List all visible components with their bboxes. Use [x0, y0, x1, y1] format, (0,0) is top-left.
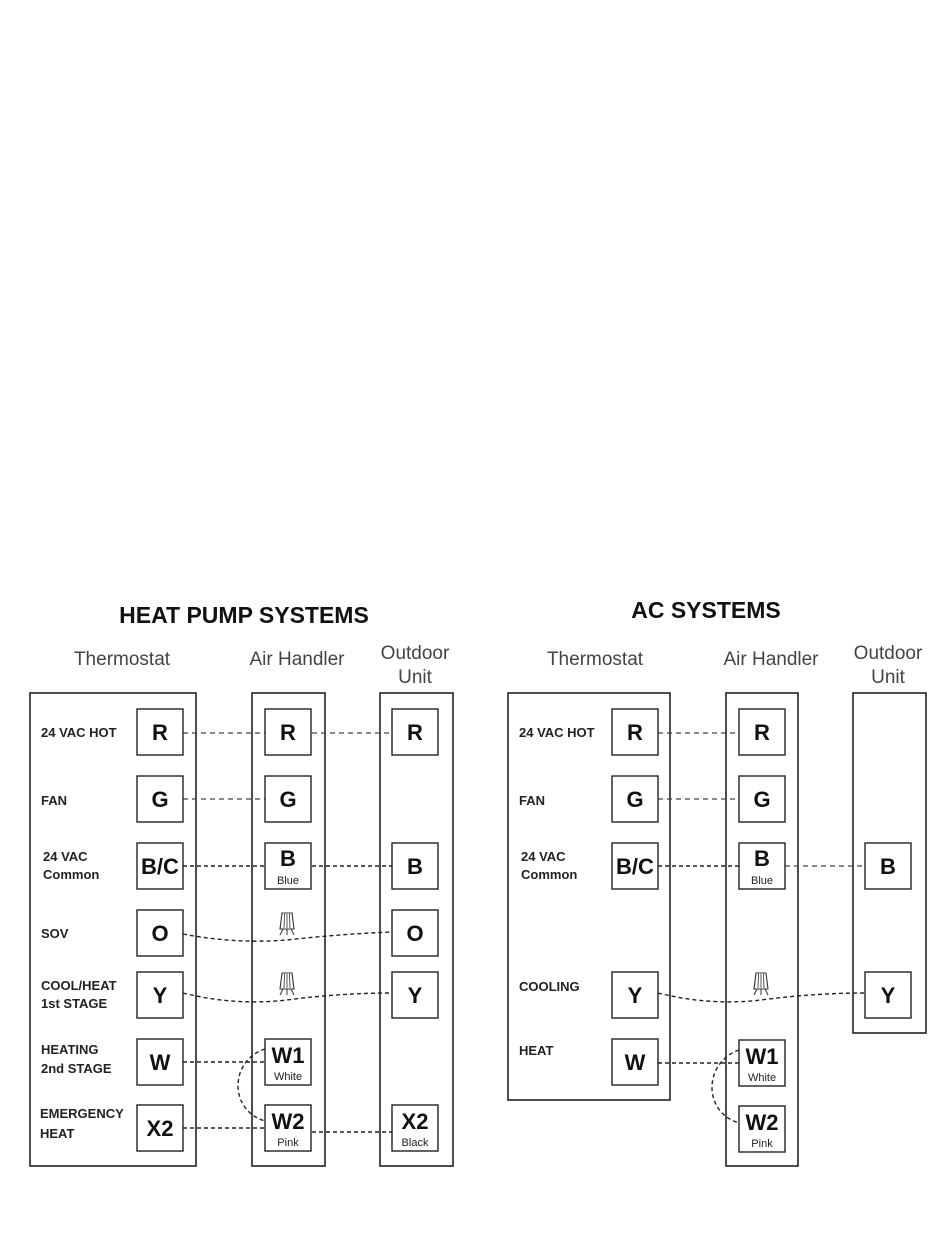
- ac-air-handler-terminal-label: R: [754, 720, 770, 745]
- ac-air-handler-wire-color: White: [747, 1072, 777, 1084]
- hp-row-label: COOL/HEAT: [41, 978, 117, 993]
- ac-thermostat-terminal-label: Y: [627, 983, 643, 1008]
- ac-air-handler-terminal-label: B: [754, 846, 770, 871]
- ac-thermostat-terminal-label: G: [626, 787, 644, 812]
- hp-air-handler-terminal-label: W2: [271, 1109, 305, 1134]
- ac-outdoor-heading-line1: Outdoor: [853, 643, 923, 664]
- ac-thermostat-terminal-label: W: [624, 1050, 646, 1075]
- hp-air-handler-heading: Air Handler: [249, 649, 345, 670]
- hp-air-handler-terminal-label: G: [279, 787, 297, 812]
- hp-row-label: HEATING: [41, 1042, 99, 1057]
- ac-air-handler-panel: [726, 693, 798, 1166]
- hp-outdoor-heading-line1: Outdoor: [380, 643, 450, 664]
- hp-outdoor-wire-color: Black: [401, 1137, 429, 1149]
- hp-row-label: 24 VAC HOT: [41, 725, 117, 740]
- ac-row-label: 24 VAC HOT: [519, 725, 595, 740]
- ac-thermostat-heading: Thermostat: [546, 649, 644, 670]
- hp-thermostat-terminal-label: B/C: [141, 854, 179, 879]
- ac-thermostat-terminal-label: B/C: [616, 854, 654, 879]
- hp-thermostat-terminal-label: O: [151, 921, 169, 946]
- hp-thermostat-terminal-label: W: [149, 1050, 171, 1075]
- hp-row-label: 1st STAGE: [41, 996, 108, 1011]
- hp-thermostat-terminal-label: R: [152, 720, 168, 745]
- ac-air-handler-wire-color: Pink: [751, 1138, 773, 1150]
- hp-outdoor-terminal-label: B: [407, 854, 423, 879]
- heat-pump-title: HEAT PUMP SYSTEMS: [119, 602, 369, 628]
- hp-air-handler-terminal-label: R: [280, 720, 296, 745]
- ac-title: AC SYSTEMS: [631, 597, 781, 623]
- ac-outdoor-heading-line2: Unit: [871, 667, 905, 688]
- ac-section: [508, 597, 926, 1166]
- hp-outdoor-heading-line2: Unit: [398, 667, 432, 688]
- hp-outdoor-terminal-label: O: [406, 921, 424, 946]
- ac-outdoor-terminal-label: Y: [880, 983, 896, 1008]
- hp-row-label: Common: [43, 867, 100, 882]
- hp-wire-nut-icon: [280, 973, 294, 995]
- hp-thermostat-terminal-label: X2: [146, 1116, 174, 1141]
- heat-pump-section: [30, 602, 453, 1166]
- hp-outdoor-terminal-label: Y: [407, 983, 423, 1008]
- hp-row-label: 24 VAC: [43, 849, 88, 864]
- hp-row-label: FAN: [41, 793, 67, 808]
- hp-air-handler-terminal-label: W1: [271, 1043, 305, 1068]
- ac-row-label: 24 VAC: [521, 849, 566, 864]
- ac-air-handler-terminal-label: W2: [745, 1110, 779, 1135]
- ac-air-handler-terminal-label: G: [753, 787, 771, 812]
- hp-air-handler-wire-color: White: [273, 1071, 303, 1083]
- ac-row-label: FAN: [519, 793, 545, 808]
- ac-outdoor-terminal-label: B: [880, 854, 896, 879]
- hp-row-label: 2nd STAGE: [41, 1061, 112, 1076]
- hp-air-handler-wire-color: Blue: [276, 875, 300, 887]
- hp-wire-nut-icon: [280, 913, 294, 935]
- ac-wire-nut-icon: [754, 973, 768, 995]
- ac-thermostat-terminal-label: R: [627, 720, 643, 745]
- hp-row-label: SOV: [41, 926, 69, 941]
- ac-air-handler-heading: Air Handler: [723, 649, 819, 670]
- hp-air-handler-terminal-label: B: [280, 846, 296, 871]
- ac-air-handler-terminal-label: W1: [745, 1044, 779, 1069]
- hp-outdoor-terminal-label: R: [407, 720, 423, 745]
- hp-air-handler-wire-color: Pink: [277, 1137, 299, 1149]
- hp-row-label: EMERGENCY: [40, 1106, 124, 1121]
- hp-row-label: HEAT: [40, 1126, 75, 1141]
- hp-thermostat-heading: Thermostat: [73, 649, 171, 670]
- ac-row-label: COOLING: [519, 979, 580, 994]
- hp-outdoor-terminal-label: X2: [401, 1109, 429, 1134]
- hp-thermostat-terminal-label: Y: [152, 983, 168, 1008]
- ac-row-label: Common: [521, 867, 578, 882]
- ac-row-label: HEAT: [519, 1043, 554, 1058]
- ac-air-handler-wire-color: Blue: [750, 875, 774, 887]
- hp-thermostat-terminal-label: G: [151, 787, 169, 812]
